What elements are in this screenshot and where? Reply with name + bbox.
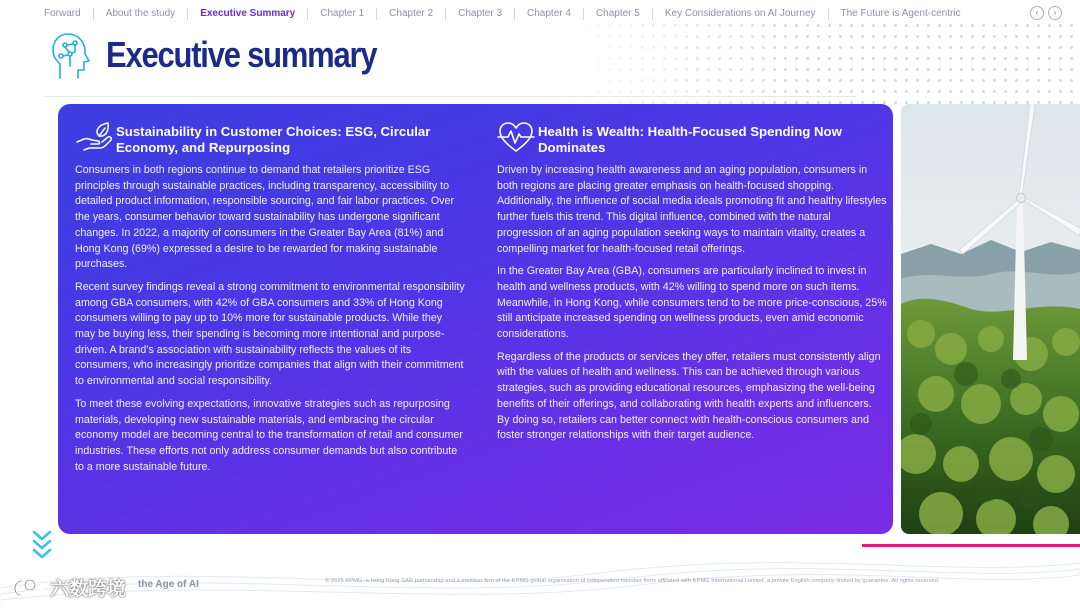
sustainability-paragraph: To meet these evolving expectations, innovative strategies such as repurposing materials, developing new sustainable materials, and embracing the circular economy model are becoming central to the transformation of retail and consumer industries. These efforts not only address consumer demands but also contribute to a more sustainable future.: [75, 397, 463, 473]
health-title: Health is Wealth: Health-Focused Spending Now Dominates: [538, 124, 842, 155]
hand-leaf-icon: [75, 120, 113, 154]
watermark-logo-icon: [8, 575, 46, 601]
watermark-text: 六数跨境: [50, 579, 127, 600]
summary-panel: [58, 104, 893, 534]
nav-item-chapter-2[interactable]: Chapter 2: [377, 8, 446, 20]
page-controls: [1030, 6, 1062, 20]
page-title: Executive summary: [106, 34, 377, 75]
nav-item-about-the-study[interactable]: About the study: [94, 8, 189, 20]
sustainability-paragraph: Consumers in both regions continue to demand that retailers prioritize ESG principles through sustainable practices, including transparency, accessibility to detailed product information, responsible sourcing, and fair labor practices. Over the years, consumer behavior toward sustainability has undergone significant changes. In 2022, a majority of consumers in the Greater Bay Area (81%) and Hong Kong (69%) expressed a desire to be rewarded for making sustainable purchases.: [75, 164, 455, 271]
top-nav: [32, 6, 973, 22]
health-paragraph: In the Greater Bay Area (GBA), consumers are particularly inclined to invest in health and wellness products, with 42% willing to spend more on such items. Meanwhile, in Hong Kong, while consumers tend to be more price-conscious, 25% still anticipate increased spending on wellness products, even amid economic considerations.: [497, 265, 887, 341]
nav-item-chapter-3[interactable]: Chapter 3: [446, 8, 515, 20]
nav-item-executive-summary[interactable]: Executive Summary: [188, 8, 308, 20]
heart-pulse-icon: [497, 120, 535, 154]
copyright-notice: © 2025 KPMG, a Hong Kong SAR partnership and a member firm of the KPMG global organisation of independent member firms affiliated with KPMG International Limited, a private English company limited by guarantee. All rights reserved.: [325, 578, 940, 584]
nav-item-the-future-is-agent-centric[interactable]: The Future is Agent-centric: [840, 8, 961, 19]
sustainability-column: [75, 104, 465, 473]
title-divider: [44, 96, 856, 97]
nav-item-key-considerations-on-ai-journey[interactable]: Key Considerations on AI Journey: [653, 8, 829, 20]
ai-head-icon: [48, 30, 96, 82]
health-paragraph: Driven by increasing health awareness and an aging population, consumers in both regions are placing greater emphasis on health-focused shopping. Additionally, the influence of social media ideals promoting fit and healthy lifestyles further fuels this trend. This digital influence, combined with the natural progression of an aging population seeking ways to maintain vitality, creates a compelling market for health-focused retail offerings.: [497, 164, 887, 255]
nav-item-chapter-4[interactable]: Chapter 4: [515, 8, 584, 20]
prev-page-button[interactable]: ‹: [1030, 6, 1044, 20]
footer-section-label: the Age of AI: [138, 579, 199, 590]
scroll-down-chevrons-icon[interactable]: [30, 528, 54, 564]
health-paragraph: Regardless of the products or services they offer, retailers must consistently align with the values of health and wellness. This can be achieved through various strategies, such as providing educational resources, emphasizing the well-being benefits of their offerings, and collaborating with health experts and influencers. By doing so, retailers can better connect with health-conscious consumers and foster stronger relationships with their target audience.: [497, 350, 881, 442]
sustainability-paragraph: Recent survey findings reveal a strong commitment to environmental responsibility among GBA consumers, with 42% of GBA consumers and 33% of Hong Kong consumers willing to pay up to 10% more for sustainable products. While they may be buying less, their spending is becoming more intentional and purpose-driven. A brand’s association with sustainability reflects the values of its consumers, who increasingly prioritize companies that align with their commitment to environmental and social responsibility.: [75, 280, 465, 388]
sustainability-title: Sustainability in Customer Choices: ESG, Circular Economy, and Repurposing: [116, 124, 431, 155]
health-column: [497, 104, 887, 442]
next-page-button[interactable]: ›: [1048, 6, 1062, 20]
watermark: [8, 574, 126, 601]
nav-item-chapter-5[interactable]: Chapter 5: [584, 8, 653, 20]
wind-turbine-photo: [901, 104, 1080, 534]
pink-accent-rule: [862, 544, 1080, 547]
nav-item-forward[interactable]: Forward: [32, 8, 94, 20]
nav-item-chapter-1[interactable]: Chapter 1: [308, 8, 377, 20]
